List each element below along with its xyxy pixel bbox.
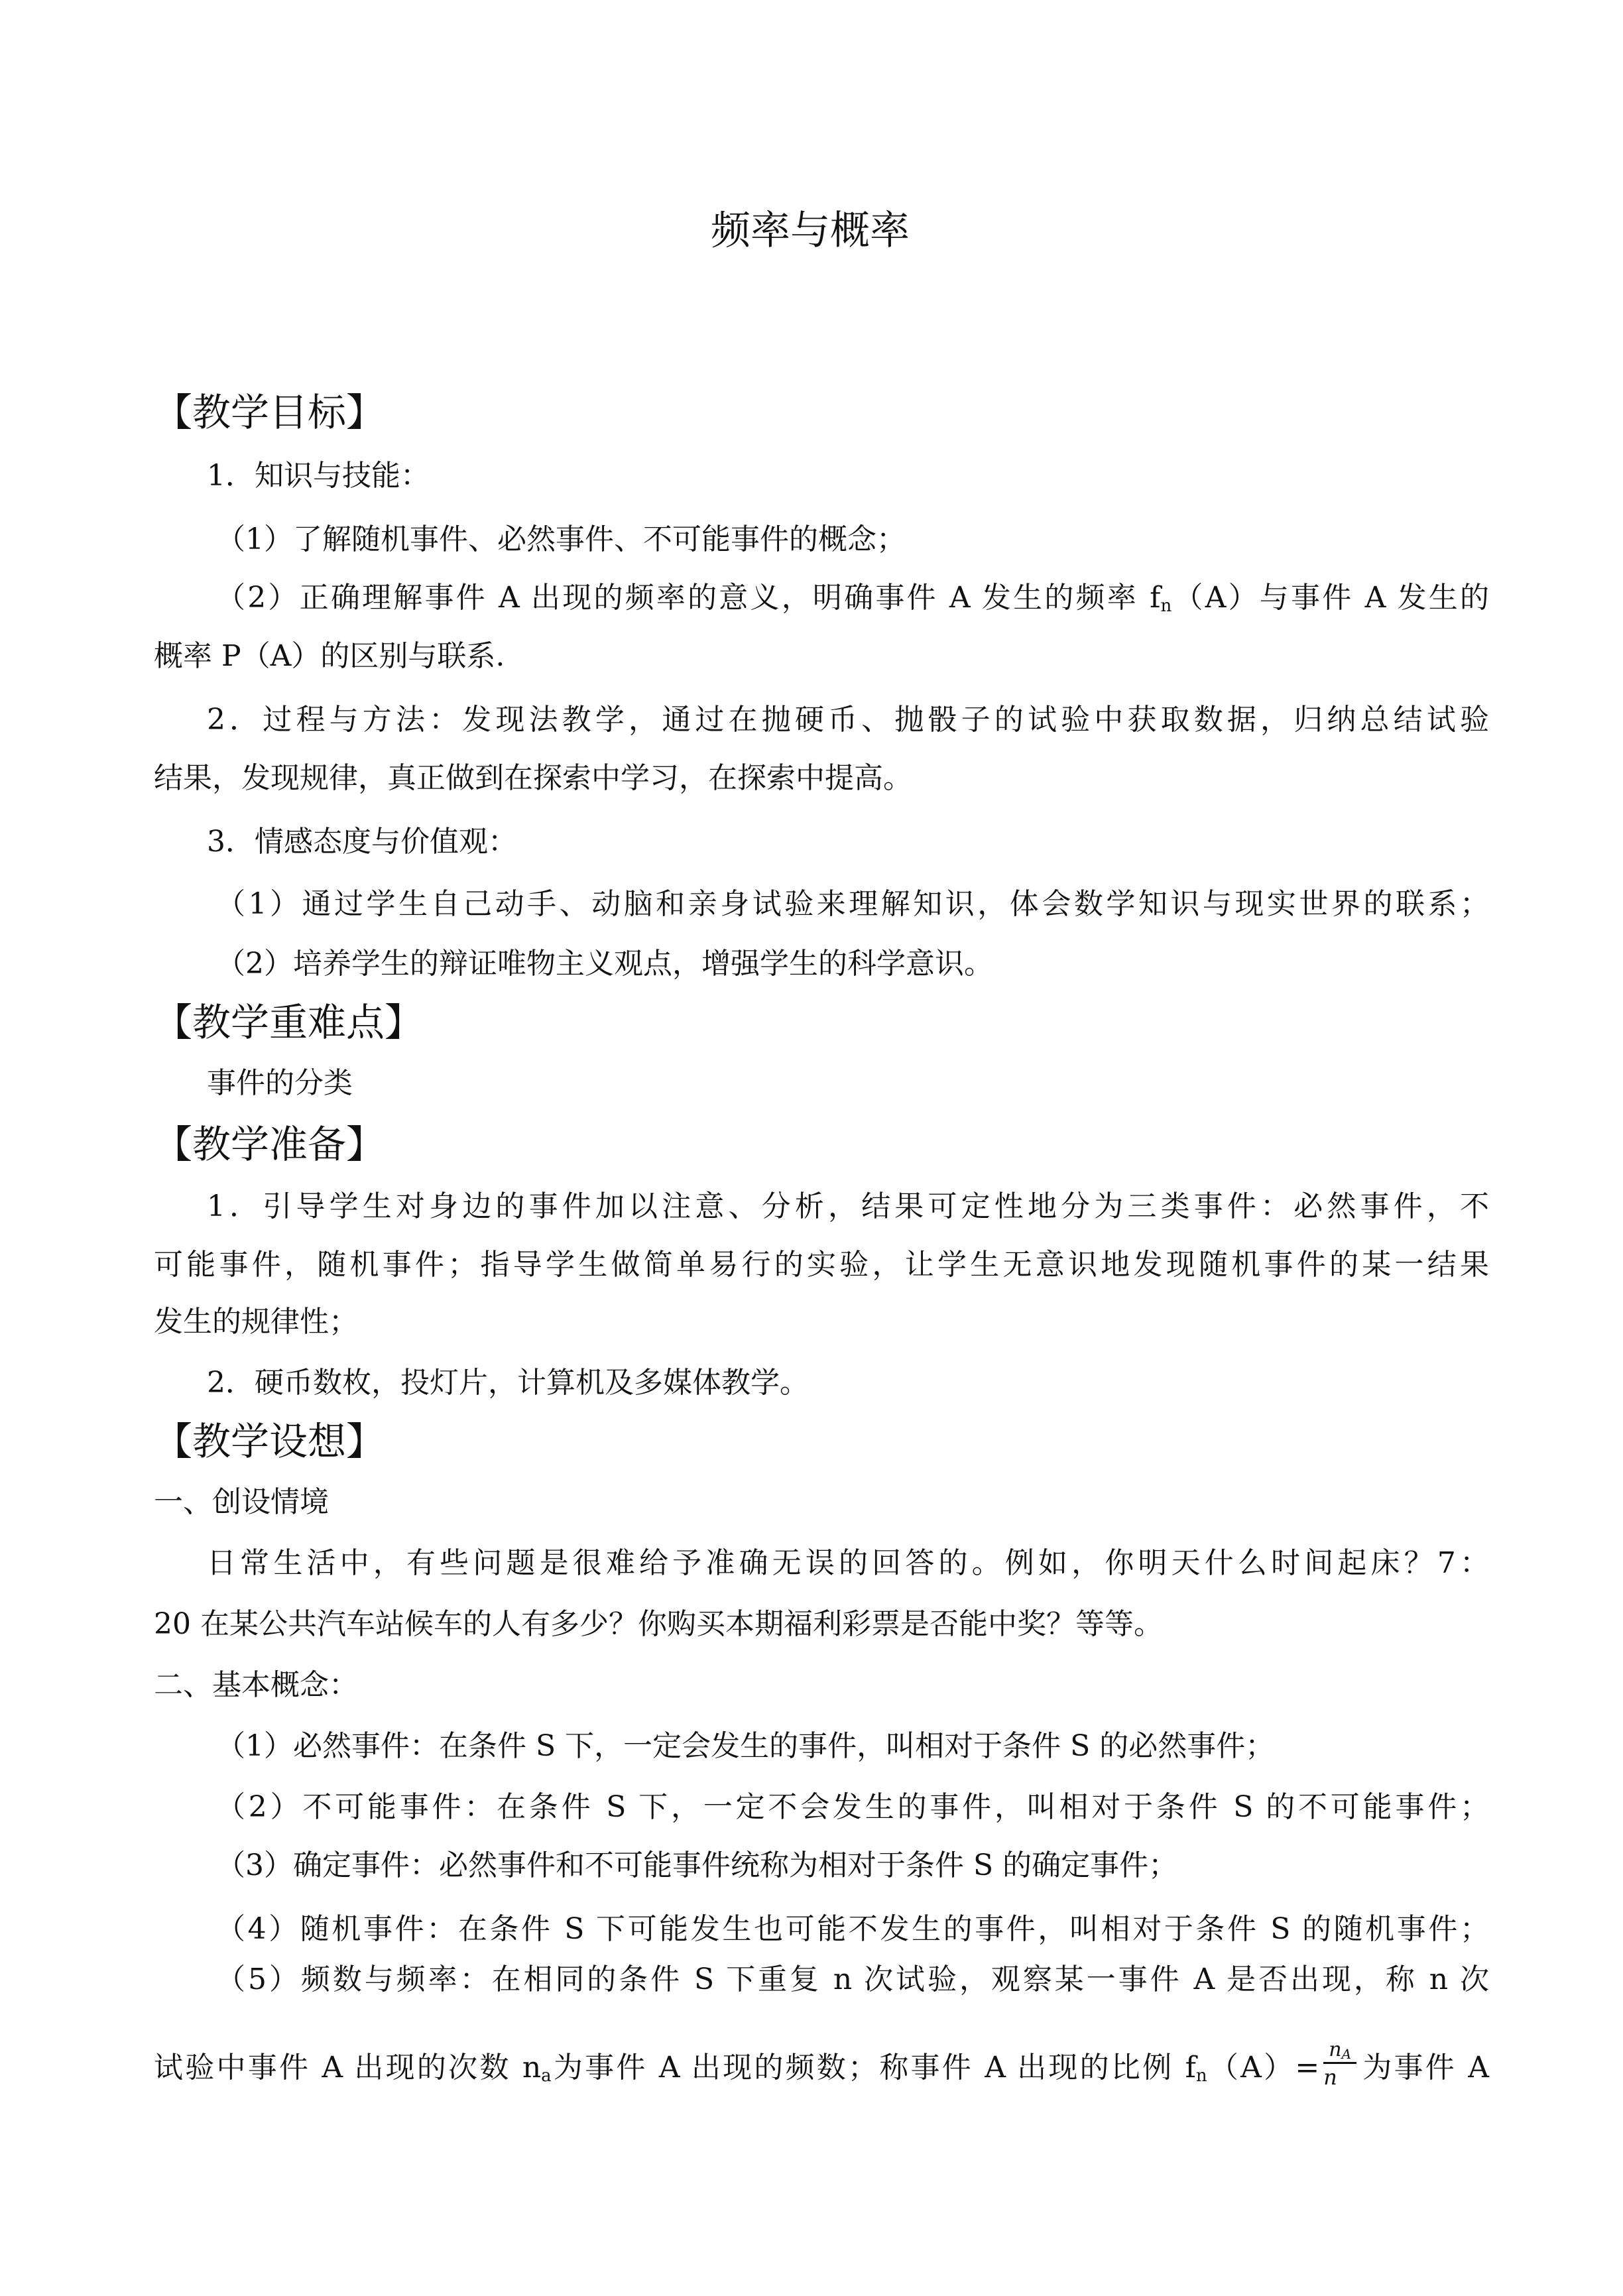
paragraph-line: 日常生活中，有些问题是很难给予准确无误的回答的。例如，你明天什么时间起床？7： <box>207 1546 1489 1580</box>
paragraph-line: （1）了解随机事件、必然事件、不可能事件的概念； <box>216 522 906 556</box>
section-heading-goals: 【教学目标】 <box>154 390 385 435</box>
paragraph-line: 事件的分类 <box>207 1066 353 1100</box>
paragraph-line: 2．过程与方法：发现法教学，通过在抛硬币、抛骰子的试验中获取数据，归纳总结试验 <box>207 703 1489 737</box>
text-run: （A）与事件 A 发生的 <box>1172 581 1490 615</box>
fraction-numerator <box>1323 2038 1356 2064</box>
paragraph-line: 20 在某公共汽车站候车的人有多少？你购买本期福利彩票是否能中奖？等等。 <box>154 1607 1163 1641</box>
paragraph-line: 3．情感态度与价值观： <box>207 825 517 859</box>
paragraph-line: 概率 P（A）的区别与联系. <box>154 639 505 673</box>
paragraph-line: 结果，发现规律，真正做到在探索中学习，在探索中提高。 <box>154 761 912 795</box>
text-run: 为事件 A 出现的频数；称事件 A 出现的比例 f <box>551 2051 1196 2085</box>
subscript: n <box>1195 2066 1207 2086</box>
section-heading-prep: 【教学准备】 <box>154 1122 385 1167</box>
fraction-denominator: n <box>1323 2065 1337 2090</box>
paragraph-line: （2）培养学生的辩证唯物主义观点，增强学生的科学意识。 <box>216 947 993 981</box>
text-run: （A）= <box>1207 2051 1320 2085</box>
text-run: 试验中事件 A 出现的次数 n <box>154 2051 542 2085</box>
subscript: n <box>1160 596 1172 616</box>
text-run: （2）正确理解事件 A 出现的频率的意义，明确事件 A 发生的频率 f <box>216 581 1161 615</box>
paragraph-line: （5）频数与频率：在相同的条件 S 下重复 n 次试验，观察某一事件 A 是否出现，称 n 次 <box>216 1963 1489 1996</box>
paragraph-line: （1）必然事件：在条件 S 下，一定会发生的事件，叫相对于条件 S 的必然事件； <box>216 1729 1275 1763</box>
paragraph-line: （3）确定事件：必然事件和不可能事件统称为相对于条件 S 的确定事件； <box>216 1848 1178 1882</box>
numerator-subscript: A <box>1341 2046 1352 2062</box>
page-title: 频率与概率 <box>711 208 910 254</box>
paragraph-line: （2）不可能事件：在条件 S 下，一定不会发生的事件，叫相对于条件 S 的不可能事件； <box>216 1790 1489 1824</box>
paragraph-line: 2．硬币数枚，投灯片，计算机及多媒体教学。 <box>207 1366 809 1400</box>
section-heading-difficulty: 【教学重难点】 <box>154 1000 424 1045</box>
subscript: a <box>541 2066 552 2086</box>
paragraph-line: 发生的规律性； <box>154 1305 358 1339</box>
paragraph-line <box>154 2038 1489 2096</box>
paragraph-line: 1．引导学生对身边的事件加以注意、分析，结果可定性地分为三类事件：必然事件，不 <box>207 1189 1489 1223</box>
paragraph-line: （4）随机事件：在条件 S 下可能发生也可能不发生的事件，叫相对于条件 S 的随机事件； <box>216 1912 1489 1946</box>
paragraph-line: 可能事件，随机事件；指导学生做简单易行的实验，让学生无意识地发现随机事件的某一结果 <box>154 1248 1489 1282</box>
numerator-base: n <box>1329 2038 1342 2061</box>
subsection-heading: 一、创设情境 <box>154 1485 329 1519</box>
fraction-nA-over-n <box>1323 2038 1356 2090</box>
paragraph-line <box>216 578 1489 618</box>
subsection-heading: 二、基本概念： <box>154 1668 358 1702</box>
paragraph-line: 1．知识与技能： <box>207 459 430 493</box>
text-run: 为事件 A <box>1360 2051 1489 2085</box>
paragraph-line: （1）通过学生自己动手、动脑和亲身试验来理解知识，体会数学知识与现实世界的联系； <box>216 887 1489 921</box>
section-heading-design: 【教学设想】 <box>154 1419 385 1464</box>
